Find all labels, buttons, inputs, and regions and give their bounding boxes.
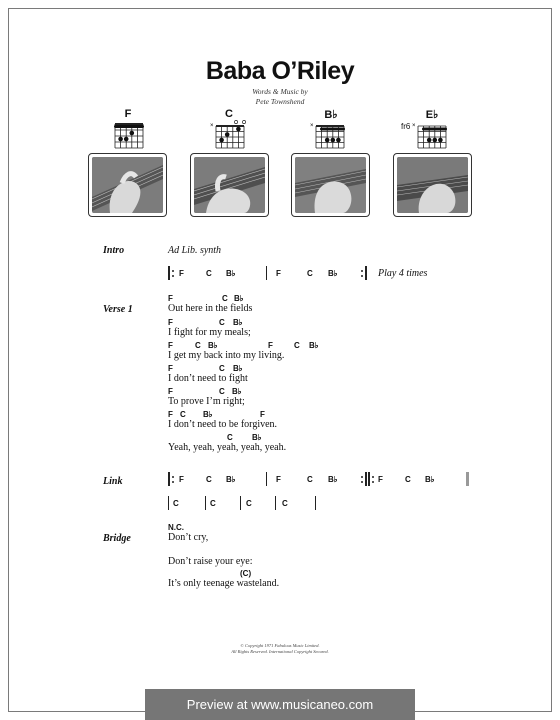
link-barline	[315, 496, 316, 510]
link-chord: B♭	[425, 475, 435, 484]
verse-lyric-line: I don’t need to be forgiven.	[168, 419, 278, 430]
verse-chord: B♭	[203, 410, 213, 419]
verse-chord: C	[219, 387, 225, 396]
verse-lyric-line: Out here in the fields	[168, 303, 253, 314]
chord-diagram-f	[112, 120, 146, 152]
intro-repeat-end	[365, 266, 367, 280]
verse-chord: F	[168, 341, 173, 350]
repeat-dot	[361, 476, 363, 478]
verse-chord: C	[219, 364, 225, 373]
link-barline	[275, 496, 276, 510]
link-chord: F	[179, 475, 184, 484]
verse-chord: F	[168, 294, 173, 303]
chord-diagram-bflat	[310, 120, 348, 152]
fret-position-label: fr6	[401, 122, 411, 131]
intro-chord: C	[206, 269, 212, 278]
verse-chord: F	[168, 364, 173, 373]
chord-name-bflat: B♭	[324, 109, 338, 121]
intro-repeat-note: Play 4 times	[378, 268, 428, 279]
svg-text:×: ×	[412, 123, 416, 129]
hand-photo-bflat	[291, 153, 370, 217]
verse-chord: C	[294, 341, 300, 350]
intro-chord: C	[307, 269, 313, 278]
intro-chord: B♭	[226, 269, 236, 278]
repeat-dot	[361, 481, 363, 483]
repeat-dot	[172, 476, 174, 478]
credit-words-music: Words & Music by	[252, 87, 308, 96]
verse-chord: B♭	[234, 294, 244, 303]
verse-lyric-line: I fight for my meals;	[168, 327, 251, 338]
copyright-line: All Rights Reserved. International Copyright Secured.	[231, 649, 329, 654]
repeat-dot	[361, 270, 363, 272]
verse-chord: F	[168, 318, 173, 327]
repeat-dot	[372, 481, 374, 483]
bridge-lyric-line: Don’t cry,	[168, 532, 209, 543]
link-chord: F	[276, 475, 281, 484]
bridge-lyric-line: It’s only teenage wasteland.	[168, 578, 280, 589]
hand-photo-f	[88, 153, 167, 217]
hand-photo-c	[190, 153, 269, 217]
link-repeat-end	[365, 472, 367, 486]
svg-text:×: ×	[310, 123, 314, 129]
song-title: Baba O’Riley	[205, 57, 355, 85]
section-label-intro: Intro	[103, 245, 125, 256]
verse-lyric-line: To prove I’m right;	[168, 396, 245, 407]
intro-repeat-start	[168, 266, 170, 280]
link-barline	[266, 472, 267, 486]
intro-note: Ad Lib. synth	[168, 245, 222, 256]
intro-chord: F	[179, 269, 184, 278]
verse-chord: B♭	[233, 364, 243, 373]
link-chord: C	[173, 499, 179, 508]
chord-name-c: C	[225, 108, 233, 120]
section-label-verse1: Verse 1	[103, 304, 133, 315]
link-repeat-start-2	[368, 472, 370, 486]
link-chord: F	[378, 475, 383, 484]
repeat-dot	[172, 270, 174, 272]
verse-chord: F	[260, 410, 265, 419]
repeat-dot	[372, 476, 374, 478]
verse-chord: B♭	[208, 341, 218, 350]
link-end-bar	[466, 472, 469, 486]
verse-chord: F	[268, 341, 273, 350]
verse-chord: F	[168, 410, 173, 419]
verse-chord: B♭	[232, 387, 242, 396]
link-chord: C	[282, 499, 288, 508]
link-barline	[168, 496, 169, 510]
section-label-link: Link	[103, 476, 123, 487]
repeat-dot	[361, 275, 363, 277]
link-chord: C	[206, 475, 212, 484]
credit-composer: Pete Townshend	[255, 97, 305, 106]
verse-lyric-line: Yeah, yeah, yeah, yeah, yeah.	[168, 442, 287, 453]
link-barline	[205, 496, 206, 510]
verse-chord: B♭	[252, 433, 262, 442]
link-chord: C	[246, 499, 252, 508]
hand-photo-eflat	[393, 153, 472, 217]
link-chord: B♭	[226, 475, 236, 484]
intro-chord: F	[276, 269, 281, 278]
verse-lyric-line: I get my back into my living.	[168, 350, 285, 361]
link-barline	[240, 496, 241, 510]
repeat-dot	[172, 275, 174, 277]
intro-chord: B♭	[328, 269, 338, 278]
verse-chord: C	[180, 410, 186, 419]
verse-chord: C	[227, 433, 233, 442]
verse-chord: C	[195, 341, 201, 350]
copyright-line: © Copyright 1971 Fabulous Music Limited.	[240, 643, 320, 648]
verse-lyric-line: I don’t need to fight	[168, 373, 248, 384]
bridge-lyric-line: Don’t raise your eye:	[168, 556, 253, 567]
verse-chord: B♭	[309, 341, 319, 350]
section-label-bridge: Bridge	[103, 533, 131, 544]
link-repeat-start	[168, 472, 170, 486]
link-chord: B♭	[328, 475, 338, 484]
link-chord: C	[307, 475, 313, 484]
link-chord: C	[405, 475, 411, 484]
bridge-chord: (C)	[240, 569, 252, 578]
chord-diagram-c	[210, 120, 248, 152]
verse-chord: C	[219, 318, 225, 327]
intro-barline	[266, 266, 267, 280]
link-chord: C	[210, 499, 216, 508]
verse-chord: F	[168, 387, 173, 396]
verse-chord: C	[222, 294, 228, 303]
chord-diagram-eflat	[412, 120, 450, 152]
chord-name-f: F	[124, 108, 132, 120]
svg-text:×: ×	[210, 123, 214, 129]
bridge-no-chord: N.C.	[168, 523, 184, 532]
repeat-dot	[172, 481, 174, 483]
chord-name-eflat: E♭	[425, 109, 439, 121]
verse-chord: B♭	[233, 318, 243, 327]
preview-watermark-banner: Preview at www.musicaneo.com	[145, 689, 415, 720]
